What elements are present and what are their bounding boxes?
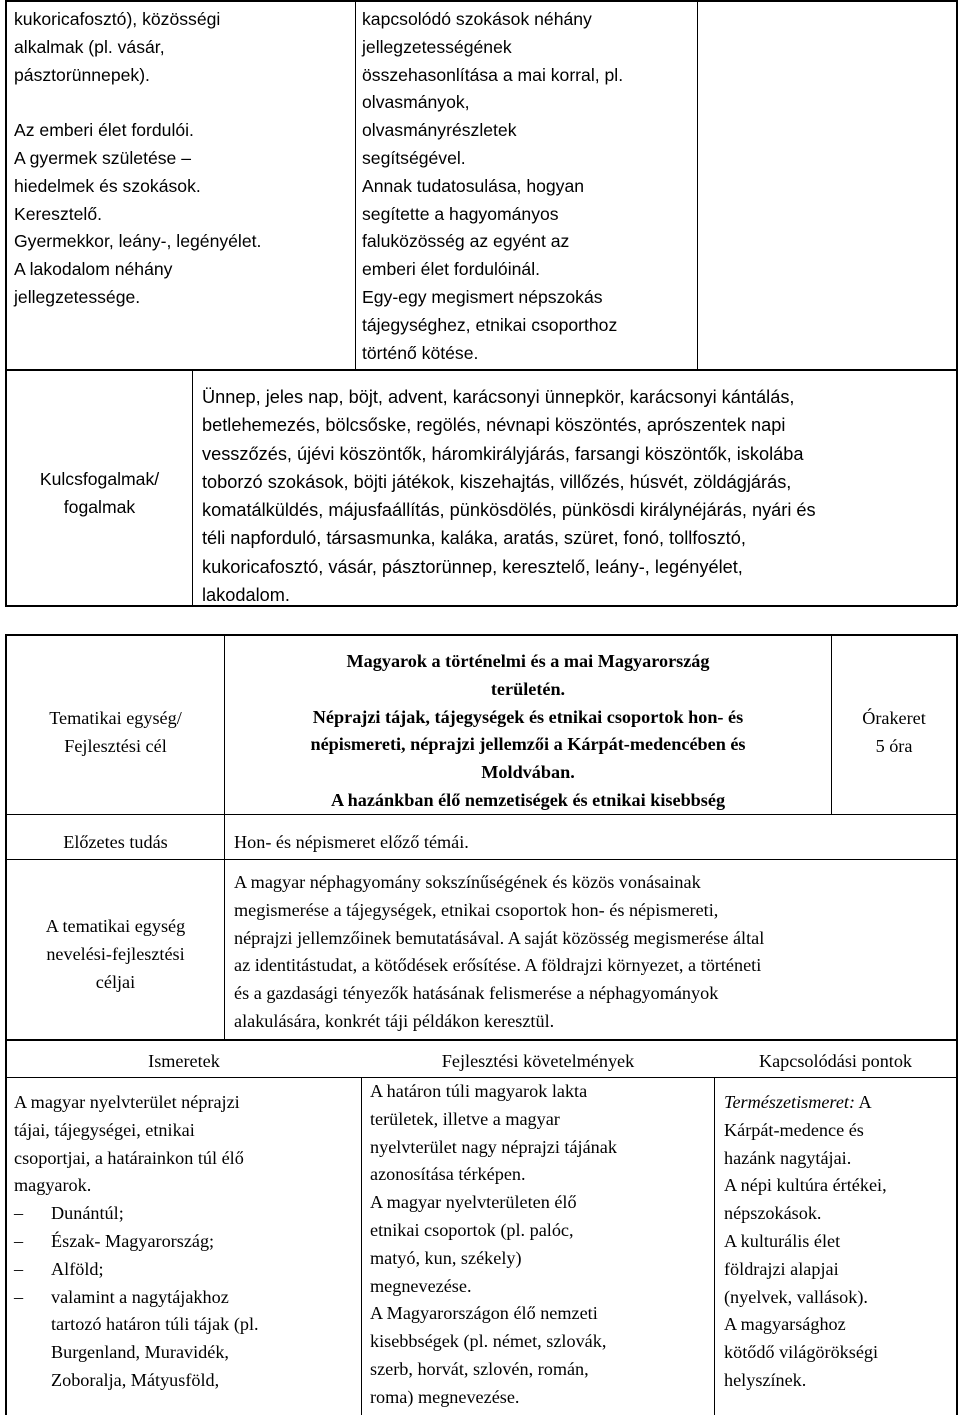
list-item: – Dunántúl;: [14, 1200, 259, 1228]
col-header-fejlesztesi: Fejlesztési követelmények: [441, 1051, 635, 1071]
text-line: történő kötése.: [362, 342, 479, 363]
top-table-border-top: [5, 0, 956, 2]
text-line: téli napforduló, társasmunka, kaláka, aratás, szüret, fonó, tollfosztó,: [202, 528, 746, 549]
text-line: kapcsolódó szokások néhány: [362, 9, 592, 29]
text-line: etnikai csoportok (pl. palóc,: [370, 1219, 574, 1240]
title-line: Néprajzi tájak, tájegységek és etnikai csoportok hon- és: [312, 706, 744, 727]
text-line: csoportjai, a határainkon túl élő: [14, 1147, 244, 1168]
label-line: Kulcsfogalmak/: [39, 469, 160, 489]
text-line: A magyar nyelvterület néprajzi: [14, 1092, 240, 1112]
elozetes-label: Előzetes tudás: [63, 832, 168, 852]
unit-title: [225, 648, 831, 815]
kapcsolodasi-first-rest: A: [855, 1092, 872, 1112]
text-line: segítségével.: [362, 147, 466, 168]
top-table-label-divider: [192, 370, 193, 606]
text-line: és a gazdasági tényezők hatásának felismerése a néphagyományok: [234, 983, 719, 1004]
label-line: fogalmak: [63, 496, 136, 517]
top-table-divider-2: [697, 0, 698, 370]
text-line: kukoricafosztó), közösségi: [14, 9, 221, 29]
text-line: lakodalom.: [202, 585, 290, 606]
text-line: Egy-egy megismert népszokás: [362, 286, 603, 307]
text-line: megismerése a tájegységek, etnikai csoportok hon- és népismereti,: [234, 899, 719, 920]
text-line: területek, illetve a magyar: [370, 1108, 560, 1129]
col-header-ismeretek: Ismeretek: [148, 1051, 220, 1071]
elozetes-value: Hon- és népismeret előző témái.: [234, 832, 469, 852]
label-line: nevelési-fejlesztési: [46, 943, 185, 964]
text-line: azonosítása térképen.: [370, 1164, 526, 1185]
text-line: Ünnep, jeles nap, böjt, advent, karácsonyi ünnepkör, karácsonyi kántálás,: [202, 387, 795, 407]
kulcsfogalmak-label: [7, 466, 192, 522]
kapcsolodasi-subject: Természetismeret:: [724, 1092, 856, 1112]
text-line: Gyermekkor, leány-, legényélet.: [14, 231, 262, 252]
elozetes-row-line: [5, 859, 957, 860]
text-line: faluközösség az egyént az: [362, 231, 570, 252]
ismeretek-intro: [14, 1089, 259, 1200]
ismeretek-list: [14, 1200, 259, 1311]
text-line: A magyar néphagyomány sokszínűségének és közös vonásainak: [234, 872, 701, 892]
text-line: A kulturális élet: [724, 1230, 841, 1251]
label-line: céljai: [95, 971, 136, 992]
top-table-border-right: [956, 0, 958, 606]
text-line: alkalmak (pl. vásár,: [14, 36, 165, 57]
list-item: – valamint a nagytájakhoz: [14, 1284, 259, 1312]
text-line: nyelvterület nagy néprajzi tájának: [370, 1136, 617, 1157]
text-line: az identitástudat, a kötődések erősítése. A földrajzi környezet, a történeti: [234, 955, 762, 976]
text-line: Zoboralja, Mátyusföld,: [51, 1369, 220, 1390]
text-line: betlehemezés, bölcsőske, regölés, névnapi köszöntés, aprószentek napi: [202, 415, 786, 436]
text-line: népszokások.: [724, 1203, 822, 1224]
text-line: A határon túli magyarok lakta: [370, 1081, 588, 1101]
top-table-row-line: [5, 369, 957, 371]
text-line: jellegzetessége.: [14, 286, 141, 307]
label-line: Fejlesztési cél: [64, 735, 167, 756]
text-line: A magyarsághoz: [724, 1314, 846, 1335]
text-line: Kárpát-medence és: [724, 1119, 864, 1140]
title-line: népismereti, néprajzi jellemzői a Kárpát-medencében és: [310, 734, 746, 755]
text-line: matyó, kun, székely): [370, 1247, 522, 1268]
text-line: tájegységhez, etnikai csoporthoz: [362, 314, 618, 335]
text-line: A Magyarországon élő nemzeti: [370, 1303, 598, 1324]
text-line: Burgenland, Muravidék,: [51, 1342, 229, 1363]
text-line: néprajzi jellemzőinek bemutatásával. A saját közösség megismerése által: [234, 927, 765, 948]
celjai-text: [234, 869, 764, 1036]
label-line: Tematikai egység/: [49, 708, 182, 728]
text-line: olvasmányrészletek: [362, 120, 517, 141]
text-line: pásztorünnepek).: [14, 64, 150, 85]
title-line: Moldvában.: [481, 762, 575, 783]
kapcsolodasi-divider: [714, 1078, 715, 1415]
top-left-cell: [14, 6, 261, 312]
text-line: roma) megnevezése.: [370, 1386, 520, 1407]
text-line: szerb, horvát, szlovén, román,: [370, 1358, 589, 1379]
text-line: komatálküldés, májusfaállítás, pünkösdölés, pünkösdi királynéjárás, nyári és: [202, 500, 816, 521]
text-line: [14, 89, 261, 117]
text-line: toborzó szokások, böjti játékok, kiszehajtás, villőzés, húsvét, zöldágjárás,: [202, 471, 792, 492]
text-line: alakulására, konkrét táji példákon keresztül.: [234, 1010, 555, 1031]
label-line: A tematikai egység: [45, 916, 186, 936]
ismeretek-tail: [14, 1311, 259, 1394]
kapcsolodasi-first-line: [724, 1089, 887, 1117]
celjai-row-line: [5, 1039, 957, 1041]
orakeret-label: Órakeret: [862, 708, 926, 728]
title-line: A hazánkban élő nemzetiségek és etnikai kisebbség: [330, 789, 726, 810]
text-line: hazánk nagytájai.: [724, 1147, 852, 1168]
text-line: jellegzetességének: [362, 36, 512, 57]
text-line: helyszínek.: [724, 1369, 807, 1390]
text-line: hiedelmek és szokások.: [14, 175, 201, 196]
top-middle-cell: [362, 6, 623, 367]
text-line: magyarok.: [14, 1175, 92, 1196]
tematikai-label: [7, 705, 224, 761]
orakeret-cell: [832, 705, 956, 761]
text-line: Keresztelő.: [14, 203, 103, 224]
text-line: Annak tudatosulása, hogyan: [362, 175, 585, 196]
text-line: kisebbségek (pl. német, szlovák,: [370, 1331, 607, 1352]
text-line: tartozó határon túli tájak (pl.: [51, 1314, 259, 1335]
text-line: A gyermek születése –: [14, 147, 192, 168]
text-line: kukoricafosztó, vásár, pásztorünnep, keresztelő, leány-, legényélet,: [202, 556, 743, 577]
kulcsfogalmak-text: [202, 383, 816, 609]
ismeretek-divider: [361, 1078, 362, 1415]
kapcsolodasi-lines: [724, 1117, 887, 1395]
top-table-divider-1: [355, 0, 356, 370]
col-header-kapcsolodasi: Kapcsolódási pontok: [758, 1051, 913, 1071]
text-line: (nyelvek, vallások).: [724, 1286, 868, 1307]
text-line: Az emberi élet fordulói.: [14, 120, 194, 141]
text-line: A magyar nyelvterületen élő: [370, 1192, 577, 1213]
list-item: – Alföld;: [14, 1256, 259, 1284]
text-line: A lakodalom néhány: [14, 259, 173, 280]
fejlesztesi-cell: [370, 1078, 617, 1412]
text-line: vesszőzés, újévi köszöntők, háromkirályjárás, farsangi köszöntők, iskolába: [202, 443, 804, 464]
list-item: – Észak- Magyarország;: [14, 1228, 259, 1256]
bottom-table-border-top: [5, 634, 956, 636]
bottom-table-border-right: [956, 634, 958, 1415]
title-line: Magyarok a történelmi és a mai Magyarország: [346, 651, 710, 671]
title-line: területén.: [490, 678, 566, 699]
text-line: megnevezése.: [370, 1275, 472, 1296]
text-line: A népi kultúra értékei,: [724, 1175, 887, 1196]
text-line: olvasmányok,: [362, 92, 470, 113]
text-line: kötődő világörökségi: [724, 1342, 879, 1363]
text-line: tájai, tájegységei, etnikai: [14, 1119, 195, 1140]
ismeretek-cell: [14, 1089, 259, 1395]
orakeret-value: 5 óra: [875, 735, 913, 756]
text-line: emberi élet fordulóinál.: [362, 259, 540, 280]
kapcsolodasi-cell: [724, 1089, 887, 1395]
text-line: összehasonlítása a mai korral, pl.: [362, 64, 624, 85]
text-line: földrajzi alapjai: [724, 1258, 839, 1279]
celjai-label: [7, 913, 224, 996]
text-line: segítette a hagyományos: [362, 203, 559, 224]
